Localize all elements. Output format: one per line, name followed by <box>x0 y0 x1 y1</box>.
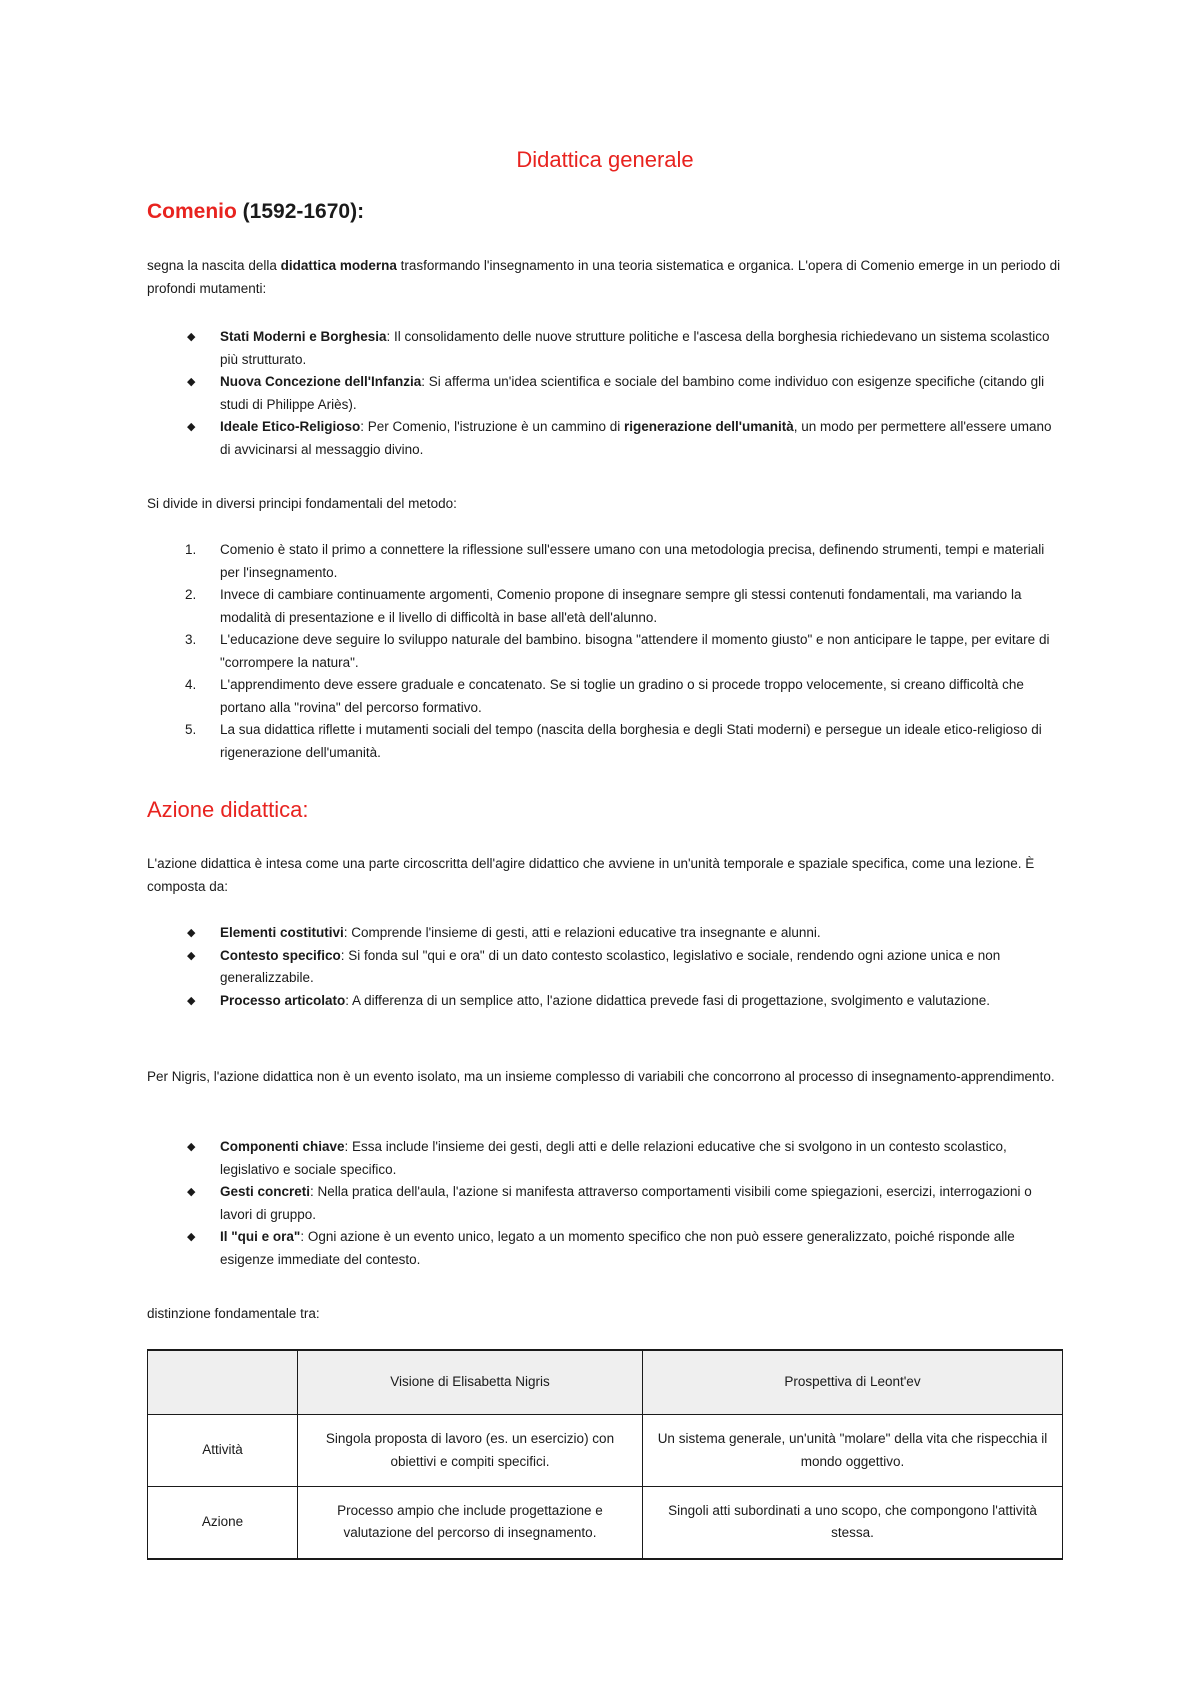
bullet-text: : Per Comenio, l'istruzione è un cammino di <box>360 419 624 434</box>
list-item <box>147 990 1063 1013</box>
bullet-term: Gesti concreti <box>220 1184 311 1199</box>
heading-azione-didattica: Azione didattica: <box>147 797 309 822</box>
list-number: 2. <box>185 587 197 602</box>
list-number: 1. <box>185 542 197 557</box>
bullet-text: : Il consolidamento delle nuove strutture politiche e l'ascesa della borghesia richiedevano un sistema scolastico più strutturato. <box>220 329 1050 367</box>
bullet-icon: ◆ <box>187 421 196 433</box>
bullet-term: Elementi costitutivi <box>220 925 344 940</box>
bullet-icon: ◆ <box>187 1186 196 1198</box>
document-title: Didattica generale <box>516 147 694 172</box>
principles-list <box>147 539 1063 764</box>
comparison-table-wrap <box>147 1349 1063 1560</box>
comparison-table <box>147 1349 1063 1560</box>
list-number: 5. <box>185 722 197 737</box>
list-item <box>147 416 1063 461</box>
table-cell: Singoli atti subordinati a uno scopo, che compongono l'attività stessa. <box>643 1487 1063 1559</box>
list-text: Comenio è stato il primo a connettere la riflessione sull'essere umano con una metodologia precisa, definendo strumenti, tempi e materiali per l'insegnamento. <box>220 542 1045 580</box>
list-text: Invece di cambiare continuamente argomenti, Comenio propone di insegnare sempre gli stessi contenuti fondamentali, ma variando la modalità di presentazione e il livello di difficoltà in base all'età dell'alunno. <box>220 587 1022 625</box>
bullet-text: : Comprende l'insieme di gesti, atti e relazioni educative tra insegnante e alunni. <box>343 925 821 940</box>
bullet-term: Il "qui e ora" <box>220 1229 301 1244</box>
bullet-term: Componenti chiave <box>220 1139 345 1154</box>
table-row-label: Azione <box>148 1487 298 1559</box>
bullet-icon: ◆ <box>187 927 196 939</box>
list-number: 4. <box>185 677 197 692</box>
bullet-icon: ◆ <box>187 949 196 962</box>
list-item <box>147 584 1063 629</box>
azione-intro: L'azione didattica è intesa come una parte circoscritta dell'agire didattico che avviene in un'unità temporale e spaziale specifica, come una lezione. È composta da: <box>147 856 1035 894</box>
table-header-cell: Prospettiva di Leont'ev <box>643 1350 1063 1415</box>
table-row <box>148 1415 1063 1487</box>
nigris-intro: Per Nigris, l'azione didattica non è un evento isolato, ma un insieme complesso di variabili che concorrono al processo di insegnamento-apprendimento. <box>147 1069 1055 1084</box>
list-item <box>147 1181 1063 1226</box>
bullet-icon: ◆ <box>187 331 196 343</box>
bullet-text: : Ogni azione è un evento unico, legato a un momento specifico che non può essere generalizzato, poiché risponde alle esigenze immediate del contesto. <box>220 1229 1015 1267</box>
list-number: 3. <box>185 632 197 647</box>
intro-bold: didattica moderna <box>280 258 397 273</box>
bullet-term: Nuova Concezione dell'Infanzia <box>220 374 422 389</box>
intro-text: segna la nascita della <box>147 258 281 273</box>
bullet-term: Ideale Etico-Religioso <box>220 419 361 434</box>
bullet-term: Contesto specifico <box>220 947 341 963</box>
heading-comenio <box>147 200 364 224</box>
principles-intro: Si divide in diversi principi fondamentali del metodo: <box>147 496 457 511</box>
intro-text-cont: trasformando l'insegnamento in una teoria sistematica e organica. L'opera di Comenio emerge in un periodo di profondi mutamenti: <box>147 258 1061 296</box>
list-item <box>147 674 1063 719</box>
bullet-text: , un modo per permettere all'essere umano di avvicinarsi al messaggio divino. <box>220 419 1052 457</box>
distinction-label: distinzione fondamentale tra: <box>147 1306 320 1321</box>
bullet-icon: ◆ <box>187 1141 196 1153</box>
list-text: L'apprendimento deve essere graduale e concatenato. Se si toglie un gradino o si procede troppo velocemente, si creano difficoltà che portano alla "rovina" del percorso formativo. <box>220 677 1024 715</box>
bullet-text: : Si afferma un'idea scientifica e sociale del bambino come individuo con esigenze specifiche (citando gli studi di Philippe Ariès). <box>220 374 1045 412</box>
bullet-text: : Essa include l'insieme dei gesti, degli atti e delle relazioni educative che si svolgono in un contesto scolastico, legislativo e sociale specifico. <box>220 1139 1007 1177</box>
table-cell: Processo ampio che include progettazione e valutazione del percorso di insegnamento. <box>298 1487 643 1559</box>
bullet-term: Stati Moderni e Borghesia <box>220 329 387 344</box>
bullet-text: : Si fonda sul "qui e ora" di un dato contesto scolastico, legislativo e sociale, rendendo ogni azione unica e non generalizzabile. <box>220 947 1001 985</box>
bullet-term: rigenerazione dell'umanità <box>623 419 794 434</box>
list-item <box>147 539 1063 584</box>
table-header-cell <box>148 1350 298 1415</box>
list-item <box>147 719 1063 764</box>
list-item <box>147 1226 1063 1271</box>
list-item <box>147 922 1063 945</box>
table-row-label: Attività <box>148 1415 298 1487</box>
list-item <box>147 326 1063 371</box>
comenio-intro <box>147 254 1063 300</box>
bullet-term: Processo articolato <box>220 992 346 1008</box>
bullet-text: : A differenza di un semplice atto, l'azione didattica prevede fasi di progettazione, svolgimento e valutazione. <box>345 992 991 1008</box>
table-cell: Un sistema generale, un'unità "molare" della vita che rispecchia il mondo oggettivo. <box>643 1415 1063 1487</box>
table-row <box>148 1487 1063 1559</box>
comenio-bullet-list <box>147 326 1063 461</box>
table-cell: Singola proposta di lavoro (es. un esercizio) con obiettivi e compiti specifici. <box>298 1415 643 1487</box>
bullet-text: : Nella pratica dell'aula, l'azione si manifesta attraverso comportamenti visibili come spiegazioni, esercizi, interrogazioni o lavori di gruppo. <box>220 1184 1032 1222</box>
list-text: L'educazione deve seguire lo sviluppo naturale del bambino. bisogna "attendere il momento giusto" e non anticipare le tappe, per evitare di "corrompere la natura". <box>220 632 1050 670</box>
bullet-icon: ◆ <box>187 1231 196 1243</box>
azione-bullet-list <box>147 922 1063 1012</box>
list-text: La sua didattica riflette i mutamenti sociali del tempo (nascita della borghesia e degli Stati moderni) e persegue un ideale etico-religioso di rigenerazione dell'umanità. <box>220 722 1042 760</box>
table-header-row <box>148 1350 1063 1415</box>
list-item <box>147 1136 1063 1181</box>
bullet-icon: ◆ <box>187 376 196 388</box>
table-header-cell: Visione di Elisabetta Nigris <box>298 1350 643 1415</box>
heading-comenio-name: Comenio <box>147 200 237 223</box>
list-item <box>147 629 1063 674</box>
nigris-bullet-list <box>147 1136 1063 1271</box>
bullet-icon: ◆ <box>187 994 196 1007</box>
heading-comenio-years: (1592-1670): <box>236 200 365 223</box>
list-item <box>147 371 1063 416</box>
list-item <box>147 945 1063 990</box>
